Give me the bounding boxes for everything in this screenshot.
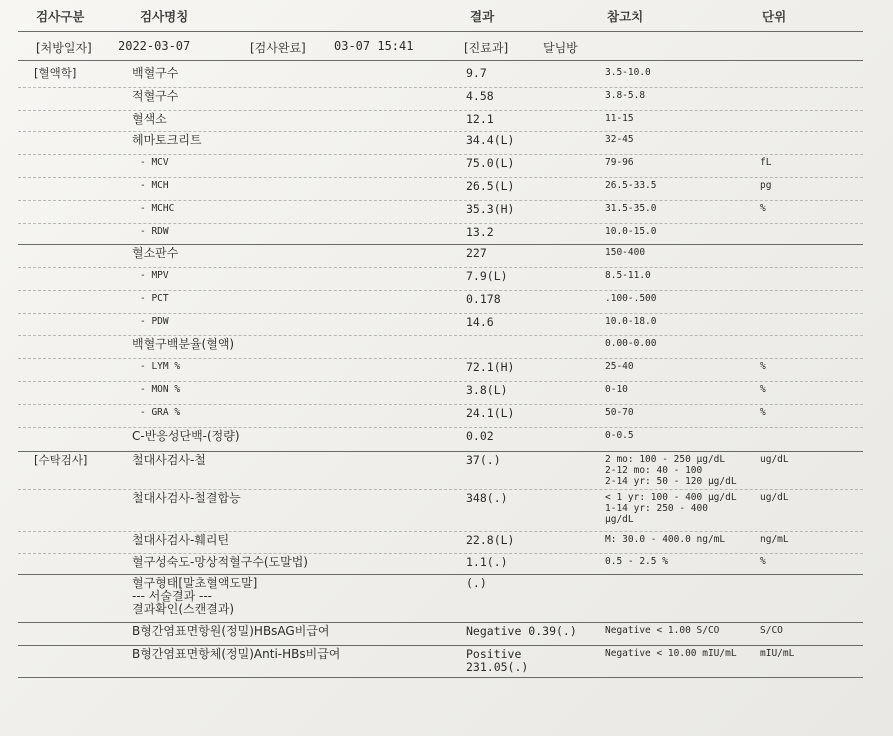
header-reference: 참고치 [607,9,644,24]
reference-range: 0.00-0.00 [605,338,657,349]
table-row [0,381,893,404]
test-result: 1.1(.) [466,555,508,569]
reference-range: 150-400 [605,247,646,258]
table-row [0,451,893,489]
completed-time: 03-07 15:41 [334,39,414,53]
completed-label: [검사완료] [250,41,306,55]
test-name: B형간염표면항체(정밀)Anti-HBs비급여 [132,647,341,661]
test-unit: mIU/mL [760,648,795,659]
test-result: 14.6 [466,315,494,329]
department: 달님방 [543,41,578,55]
test-unit: % [760,407,766,418]
test-unit: ng/mL [760,534,789,545]
test-name: 혈색소 [132,112,167,126]
table-row [0,154,893,177]
reference-range: 3.5-10.0 [605,67,651,78]
test-unit: % [760,203,766,214]
test-unit: ug/dL [760,492,789,503]
test-result: 3.8(L) [466,383,508,397]
table-header [0,2,893,30]
meta-divider [18,60,863,61]
test-result: 7.9(L) [466,269,508,283]
table-row [0,64,893,87]
table-row [0,404,893,427]
reference-range: 10.0-18.0 [605,316,657,327]
test-result: (.) [466,576,487,590]
header-result: 결과 [470,9,495,24]
table-row [0,87,893,110]
test-name: 적혈구수 [132,89,179,103]
reference-range: 3.8-5.8 [605,90,646,101]
test-name: - MCV [140,157,169,168]
table-row [0,313,893,335]
test-result: 9.7 [466,66,487,80]
reference-range: < 1 yr: 100 - 400 μg/dL 1-14 yr: 250 - 400 μg/dL [605,492,737,525]
test-result: 24.1(L) [466,406,515,420]
table-row [0,531,893,553]
test-unit: % [760,361,766,372]
test-unit: % [760,556,766,567]
test-result: 13.2 [466,225,494,239]
table-row [0,574,893,622]
table-row [0,358,893,381]
test-name: - MON % [140,384,181,395]
test-result: 12.1 [466,112,494,126]
reference-range: 25-40 [605,361,634,372]
reference-range: Negative < 1.00 S/CO [605,625,720,636]
reference-range: 26.5-33.5 [605,180,657,191]
test-name: 철대사검사-훼리틴 [132,533,230,547]
reference-range: 0-10 [605,384,628,395]
test-name: - PDW [140,316,169,327]
table-row [0,290,893,313]
table-row [0,553,893,574]
test-unit: % [760,384,766,395]
test-result: 348(.) [466,491,508,505]
test-result: 37(.) [466,453,501,467]
test-name: 혈소판수 [132,246,179,260]
table-row [0,489,893,531]
reference-range: 31.5-35.0 [605,203,657,214]
row-divider [18,677,863,678]
reference-range: M: 30.0 - 400.0 ng/mL [605,534,726,545]
reference-range: 0-0.5 [605,430,634,441]
reference-range: 10.0-15.0 [605,226,657,237]
test-result: 34.4(L) [466,133,515,147]
test-name: - GRA % [140,407,181,418]
test-name: B형간염표면항원(정밀)HBsAG비급여 [132,624,330,638]
test-name: 헤마토크리트 [132,133,202,147]
test-name: - MCH [140,180,169,191]
test-name: 철대사검사-철 [132,453,206,467]
header-unit: 단위 [762,9,787,24]
test-unit: ug/dL [760,454,789,465]
reference-range: 11-15 [605,113,634,124]
test-result: 0.02 [466,429,494,443]
department-label: [진료과] [464,41,509,55]
test-result: 227 [466,246,487,260]
test-unit: fL [760,157,772,168]
table-row [0,622,893,645]
order-date: 2022-03-07 [118,39,191,53]
test-result: 4.58 [466,89,494,103]
table-row [0,223,893,244]
test-name: 백혈구수 [132,66,179,80]
test-name: - LYM % [140,361,181,372]
test-result: 22.8(L) [466,533,515,547]
table-row [0,110,893,131]
reference-range: 2 mo: 100 - 250 μg/dL 2-12 mo: 40 - 100 2-14 yr: 50 - 120 μg/dL [605,454,737,487]
test-name: - MPV [140,270,169,281]
test-name: - RDW [140,226,169,237]
test-name: 철대사검사-철결합능 [132,491,241,505]
table-row [0,244,893,267]
table-row [0,645,893,677]
table-row [0,335,893,358]
test-result: 35.3(H) [466,202,515,216]
row-category: [혈액학] [34,66,77,80]
test-name: C-반응성단백-(정량) [132,429,240,443]
test-result: Positive 231.05(.) [466,647,529,674]
reference-range: 50-70 [605,407,634,418]
table-row [0,267,893,290]
test-name: 혈구형태[말초혈액도말] --- 서술결과 --- 결과확인(스캔결과) [132,576,258,616]
reference-range: 79-96 [605,157,634,168]
test-unit: S/CO [760,625,783,636]
test-name: 백혈구백분율(혈액) [132,337,235,351]
table-row [0,427,893,451]
test-result: 0.178 [466,292,501,306]
test-unit: pg [760,180,772,191]
test-result: 26.5(L) [466,179,515,193]
reference-range: Negative < 10.00 mIU/mL [605,648,737,659]
reference-range: .100-.500 [605,293,657,304]
header-divider [18,31,863,32]
test-result: Negative 0.39(.) [466,624,577,638]
test-name: 혈구성숙도-망상적혈구수(도말법) [132,555,308,569]
reference-range: 8.5-11.0 [605,270,651,281]
table-row [0,177,893,200]
header-category: 검사구분 [36,9,85,24]
table-row [0,131,893,154]
test-result: 72.1(H) [466,360,515,374]
reference-range: 32-45 [605,134,634,145]
row-category: [수탁검사] [34,453,88,467]
test-name: - MCHC [140,203,175,214]
header-test-name: 검사명칭 [140,9,189,24]
test-result: 75.0(L) [466,156,515,170]
test-name: - PCT [140,293,169,304]
order-date-label: [처방일자] [36,41,92,55]
table-row [0,200,893,223]
reference-range: 0.5 - 2.5 % [605,556,668,567]
